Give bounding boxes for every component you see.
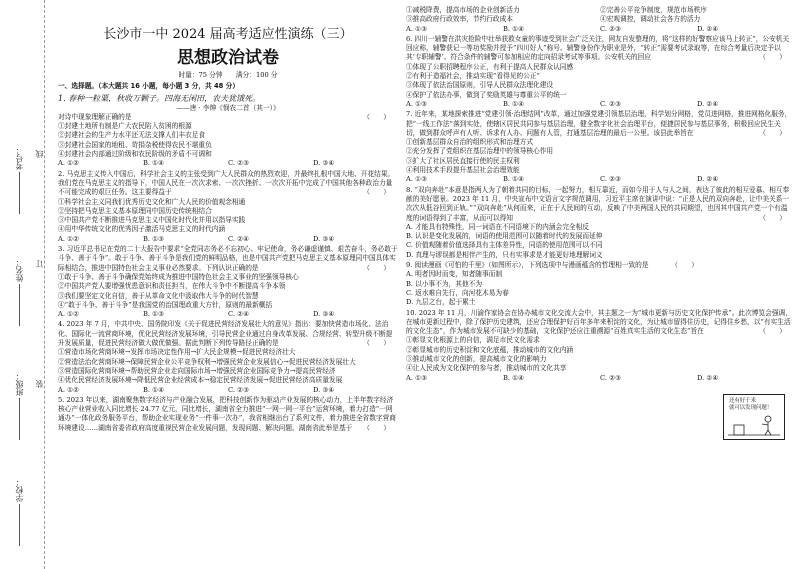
q1-option-1: ①封建土地所有制是广大农民陷入贫困的根源 bbox=[58, 122, 192, 131]
q4-choice-b[interactable]: B. ①④ bbox=[143, 385, 165, 394]
q7-option-1: ①创新基层群众自治的组织形式和治理方式 bbox=[406, 138, 534, 147]
question-3 bbox=[58, 245, 398, 319]
q2-option-1: ①科学社会主义同我们优秀历史文化和广大人民的价值观念相通 bbox=[58, 197, 246, 206]
name-line bbox=[20, 284, 21, 326]
q7-choice-a[interactable]: A. ①③ bbox=[406, 175, 428, 184]
q7-choice-c[interactable]: C. ②③ bbox=[600, 175, 622, 184]
q10-choices bbox=[406, 374, 794, 383]
q9-option-a[interactable]: A. 明者因时而变，知者随事而制 bbox=[406, 270, 503, 279]
q4-stem: 4. 2023 年 7 月，中共中央、国务院印发《关于促进民营经济发展壮大的意见》指出：要加快营造市场化、法治化、国际化一流营商环境，优化民营经济发展环境，引导民营企业通过自身改革发展、合规经营、转型升级不断提升发展质量，促进民营经济做大做优做强。据此判断下列传导路径正确的是 （ ） bbox=[58, 320, 393, 348]
question-8 bbox=[406, 186, 794, 260]
q5-choice-d[interactable]: D. ②④ bbox=[697, 24, 719, 33]
q5-stem: 5. 2023 年以来，湖南聚焦数字经济与产业融合发展，把科技创新作为驱动产业发展的核心动力，上半年数字经济核心产业营业收入同比增长 24.77 亿元，同比增长，湖南省全力推进“一网一网一平台”运营环境，着力打造“一网通办”一体化政务服务平台，帮助企业实现业务“一件事一次办”，我省相继出台了系列文件，着力推进全省数字营商环境建设……湖南省委省政府高度重视民营企业发展问题，发现问题、解决问题。湖南省此举是基于 （ ） bbox=[58, 395, 396, 432]
q6-stem: 6. 四川一辅警在洪灾抢险中壮举获救女童的事迹受到社会广泛关注，网友自发整理的，将“这样的好警察应该马上转正”，公安机关回应称，辅警获记一等功奖励并授予“四川好人”称号。辅警身份作为职业是外，“转正”需要考试录取等，在综合考量后决定予以其‘专职辅警’。符合条件的辅警可参加相应的定向招录考试等事项。公安机关的回应 （ ） bbox=[406, 34, 790, 62]
q4-choices bbox=[58, 386, 398, 395]
q8-option-c[interactable]: C. 价值观随着价值选择具有主体差异性，同语的使用范围可以不同 bbox=[406, 241, 603, 250]
q5-option-3: ③推高政府行政效率，节约行政成本 bbox=[406, 15, 513, 24]
q10-option-1: ①彰显文化根源上的自信，满足市民文化需求 bbox=[406, 336, 540, 345]
q4-choice-a[interactable]: A. ①② bbox=[58, 385, 80, 394]
q3-option-4: ④“敢于斗争、善于斗争”是我国党的治国理政重大方针，原则的最新概括 bbox=[58, 300, 273, 309]
q1-option-3: ③封建社会国家的地租、苛捐杂税使得农民不堪重负 bbox=[58, 140, 212, 149]
q1-choice-b[interactable]: B. ①④ bbox=[143, 159, 165, 168]
q5-choices bbox=[406, 25, 794, 34]
q6-choice-b[interactable]: B. ①④ bbox=[503, 99, 525, 108]
q5-options-row-2 bbox=[406, 15, 794, 24]
question-5 bbox=[58, 396, 398, 433]
q1-choice-d[interactable]: D. ③④ bbox=[313, 159, 335, 168]
q6-choice-c[interactable]: C. ②③ bbox=[600, 99, 622, 108]
q3-choice-a[interactable]: A. ①② bbox=[58, 310, 80, 319]
q6-choice-d[interactable]: D. ②④ bbox=[697, 99, 719, 108]
q4-option-3: ③营造国际化营商环境→帮助民营企业走向国际市场→增强民营企业国际竞争力→提高民营经济 bbox=[58, 366, 336, 375]
q3-choice-c[interactable]: C. ②④ bbox=[228, 310, 250, 319]
q6-option-4: ④保护了依法办事，做到了奖励英雄与尊重公平的统一 bbox=[406, 90, 567, 99]
q1-stem: 1. 春种一粒粟，秋收万颗子。四海无闲田，农夫犹饿死。 bbox=[58, 93, 261, 103]
q10-choice-d[interactable]: D. ②④ bbox=[697, 373, 719, 382]
q2-choice-d[interactable]: D. ③④ bbox=[313, 234, 335, 243]
q8-option-b[interactable]: B. 认识是变化发展的，词语的使用范围可以随着时代的发展而延伸 bbox=[406, 232, 603, 241]
question-9 bbox=[406, 261, 706, 307]
q4-option-1: ①营造市场化营商环境→发挥市场决定性作用→扩大民企规模→促进民营经济壮大 bbox=[58, 348, 296, 357]
question-2 bbox=[58, 170, 398, 244]
q1-choice-a[interactable]: A. ①② bbox=[58, 159, 80, 168]
q3-choice-b[interactable]: B. ①③ bbox=[143, 310, 165, 319]
cartoon-caption bbox=[729, 398, 772, 411]
q5-option-1: ①减税降费，提高市场的企业创新活力 bbox=[406, 6, 520, 14]
q6-choices bbox=[406, 100, 794, 109]
q4-choice-c[interactable]: C. ②③ bbox=[228, 385, 250, 394]
q3-stem: 3. 习近平总书记在党的二十大报告中要求“全党同志务必不忘初心、牢记使命，务必谦虚谨慎、艰苦奋斗，务必敢于斗争、善于斗争”。敢于斗争、善于斗争是我们党的鲜明品格，也是中国共产党把马克思主义基本原理同中国具体实际相结合，推进中国特色社会主义事业必然要求。下列认识正确的是 （ ） bbox=[58, 245, 398, 272]
cartoon-caption-line-1: 还有好千米 bbox=[729, 398, 756, 404]
q2-choice-c[interactable]: C. ②④ bbox=[228, 234, 250, 243]
exam-note: 时量：75 分钟 满分：100 分 bbox=[178, 71, 278, 79]
q7-choice-d[interactable]: D. ②④ bbox=[697, 175, 719, 184]
q3-choices bbox=[58, 310, 398, 319]
q2-choices bbox=[58, 235, 398, 244]
q5-options-row-1 bbox=[406, 6, 794, 15]
school-label: 学校： bbox=[14, 478, 25, 546]
q6-choice-a[interactable]: A. ①③ bbox=[406, 99, 428, 108]
exam-number-line bbox=[20, 172, 21, 214]
q4-option-2: ②营造法治化营商环境→保障民营企业公平竞争权利→增强民营企业发展信心→促进民营经济发展壮大 bbox=[58, 357, 356, 366]
exam-title: 长沙市一中 2024 届高考适应性演练（三） bbox=[103, 27, 353, 42]
q1-source: ——唐 · 李绅《悯农二首（其一）》 bbox=[176, 103, 280, 112]
cut-mark-xian: 线 bbox=[35, 150, 44, 158]
q10-choice-b[interactable]: B. ①④ bbox=[503, 373, 525, 382]
q2-option-4: ④用中华传统文化的优秀因子激活马克思主义的时代内涵 bbox=[58, 225, 226, 234]
q10-option-2: ②彰显城市的历史积淀和文化底蕴，推动城市的文化内涵 bbox=[406, 345, 574, 354]
binding-gutter bbox=[0, 0, 45, 569]
q1-choices bbox=[58, 159, 398, 168]
q5-option-2: ②完善公平竞争制度，规范市场秩序 bbox=[600, 6, 707, 14]
q2-choice-b[interactable]: B. ①③ bbox=[143, 234, 165, 243]
q1-option-4: ④封建社会内部通过阶级和农民阶级的矛盾不可调和 bbox=[58, 150, 212, 159]
q9-stem: 9. 阅读漫画《可怕的千里》（如图所示），下列选项中与漫画蕴含的哲理相一致的是 （ ） bbox=[406, 261, 698, 270]
q8-stem: 8. “双向奔赴”本意是指两人为了朝着共同的目标，一起努力，相互靠近，而如今用于人与人之间，表达了彼此的相互爱慕、相互奉献的美好愿景。2023 年 11 月，中央宣布中文语言文字规范调用，习近平主席在演讲中说：“正是人民的双向奔赴，让中美关系一次次从低谷回到正轨。”“双向奔赴”从何而来，正在于人民间的互动，反映了中美两国人民的共同期望，也因其中国共产党一个有温度的词语得到了丰富，从而可以得知 （ ） bbox=[406, 185, 790, 222]
q6-option-3: ③体现了依法治国原则，引导人民群众法理化建设 bbox=[406, 81, 554, 90]
q5-option-4: ④宏观调控，调动社会各方的活力 bbox=[600, 15, 701, 24]
q4-choice-d[interactable]: D. ③④ bbox=[313, 385, 335, 394]
q7-choices bbox=[406, 175, 794, 184]
q8-option-a[interactable]: A. 才能具有特殊性，同一词语在不同语境下的内涵会完全相反 bbox=[406, 222, 589, 231]
cartoon-caption-line-2: 就可以发现问题！ bbox=[729, 404, 773, 411]
exam-number-label: 考号： bbox=[14, 146, 25, 214]
question-1 bbox=[58, 93, 398, 169]
q3-option-3: ③我们要坚定文化自信，善于从革命文化中汲取伟大斗争的时代智慧 bbox=[58, 291, 259, 300]
q10-choice-a[interactable]: A. ①③ bbox=[406, 373, 428, 382]
q9-option-d[interactable]: D. 九层之台，起于累土 bbox=[406, 298, 476, 307]
q3-option-2: ②中国共产党人要增强忧患意识和责任担当，在伟大斗争中不断提高斗争本领 bbox=[58, 282, 286, 291]
q9-option-b[interactable]: B. 以小事不为，其他不为 bbox=[406, 279, 483, 288]
q5-options bbox=[406, 6, 794, 34]
q8-option-d[interactable]: D. 真理与谬误都是相伴产生的，只有实事求是才能更好地理解词义 bbox=[406, 250, 603, 259]
q6-option-2: ②有利于造福社会，推动实现“看得见的公正” bbox=[406, 72, 540, 81]
q7-stem: 7. 近年来，某地探索推进“党建引领·治理结网”改革，通过加强党建引领基层治理，科学划分网格，党员进网格，推进网格化服务，把“一线工作法”落到实处，使辖区居民共同参与基层治理，健全数字化社会治理平台，便捷居民参与基层事务，积极回应民生关切，做到群众呼声有人听、诉求有人办、问题有人管，打通基层治理的最后一公里。该县此举旨在 （ ） bbox=[406, 110, 792, 137]
question-7 bbox=[406, 110, 794, 184]
q4-option-4: ④优化民营经济发展环境→降低民营企业经营成本→稳定民营经济发展→促进民营经济高质量发展 bbox=[58, 376, 343, 385]
q7-option-3: ③扩大了社区居民直接行使的民主权利 bbox=[406, 156, 520, 165]
question-10 bbox=[406, 309, 794, 383]
school-line bbox=[20, 504, 21, 546]
q6-option-1: ①体现了公职招聘程序公正，有利于提高人民群众认同感 bbox=[406, 62, 574, 71]
q3-option-1: ①敢于斗争、善于斗争确保党始终成为推进中国特色社会主义事业的坚强领导核心 bbox=[58, 272, 299, 281]
class-label: 班级： bbox=[14, 372, 25, 440]
q9-option-c[interactable]: C. 返水难自先行，向河花木易为春 bbox=[406, 288, 509, 297]
question-4 bbox=[58, 320, 398, 394]
q10-choice-c[interactable]: C. ②③ bbox=[600, 373, 622, 382]
right-column bbox=[406, 6, 794, 383]
section-heading: 一、选择题。（本大题共 16 小题，每小题 3 分，共 48 分） bbox=[58, 82, 240, 91]
q10-option-4: ④让人民成为文化保护的参与者，推动城市的文化共享 bbox=[406, 364, 567, 373]
left-column bbox=[58, 26, 398, 433]
question-6 bbox=[406, 35, 794, 109]
class-line bbox=[20, 398, 21, 440]
q5-choice-c[interactable]: C. ②③ bbox=[600, 24, 622, 33]
q7-option-2: ②充分发挥了党组织在基层治理中的领导核心作用 bbox=[406, 147, 554, 156]
q1-option-2: ②封建社会的生产力水平还无法支撑人们丰衣足食 bbox=[58, 131, 206, 140]
q2-choice-a[interactable]: A. ①② bbox=[58, 234, 80, 243]
name-label: 姓名： bbox=[14, 258, 25, 326]
subject-title: 思想政治试卷 bbox=[177, 48, 279, 68]
q5-choice-a[interactable]: A. ①③ bbox=[406, 24, 428, 33]
q1-choice-c[interactable]: C. ②③ bbox=[228, 159, 250, 168]
q7-option-4: ④利用技术手段提升基层社会治理效能 bbox=[406, 166, 520, 175]
q10-option-3: ③推动城市文化的创新，提高城市文化的影响力 bbox=[406, 354, 547, 363]
q10-stem: 10. 2023 年 11 月，川渝作家协会在协办城市文化交流大会中，其主题之一为“城市更新与历史文化保护传承”。此次博览会强调，在城市更新过程中，除了保护历史建筑，还应合理保护好百年多年来积淀的文化，为让城市留得住历史，记得住乡愁，以“有实生活的文化生态”，作为城市发展不可缺少的基础，文化保护还应注重溯源“百姓真实生活的文化生态”旨在 （ ） bbox=[406, 308, 792, 336]
cut-mark-ding: 订 bbox=[35, 260, 44, 268]
q3-choice-d[interactable]: D. ③④ bbox=[313, 310, 335, 319]
cut-mark-zhuang: 装 bbox=[35, 380, 44, 388]
q2-option-2: ②坚持把马克思主义基本原理同中国历史传统相结合 bbox=[58, 206, 212, 215]
q2-option-3: ③中国共产党不断推进马克思主义中国化时代化并用以指导实践 bbox=[58, 216, 246, 225]
q1-ask: 对诗中现象理解正确的是 （ ） bbox=[58, 112, 390, 121]
q5-choice-b[interactable]: B. ①④ bbox=[503, 24, 525, 33]
q9-cartoon bbox=[723, 394, 785, 440]
q2-stem: 2. 马克思主义传入中国后，科学社会主义的主张受到广大人民群众的热烈欢迎，并最终扎根中国大地、开花结果。我们党在马克思主义的指导下，中国人民在一次次求索、一次次挫折、一次次开拓中完成了中国其他各种政治力量不可能完成的艰巨任务。这主要得益于 （ ） bbox=[58, 169, 395, 197]
q7-choice-b[interactable]: B. ①④ bbox=[503, 175, 525, 184]
